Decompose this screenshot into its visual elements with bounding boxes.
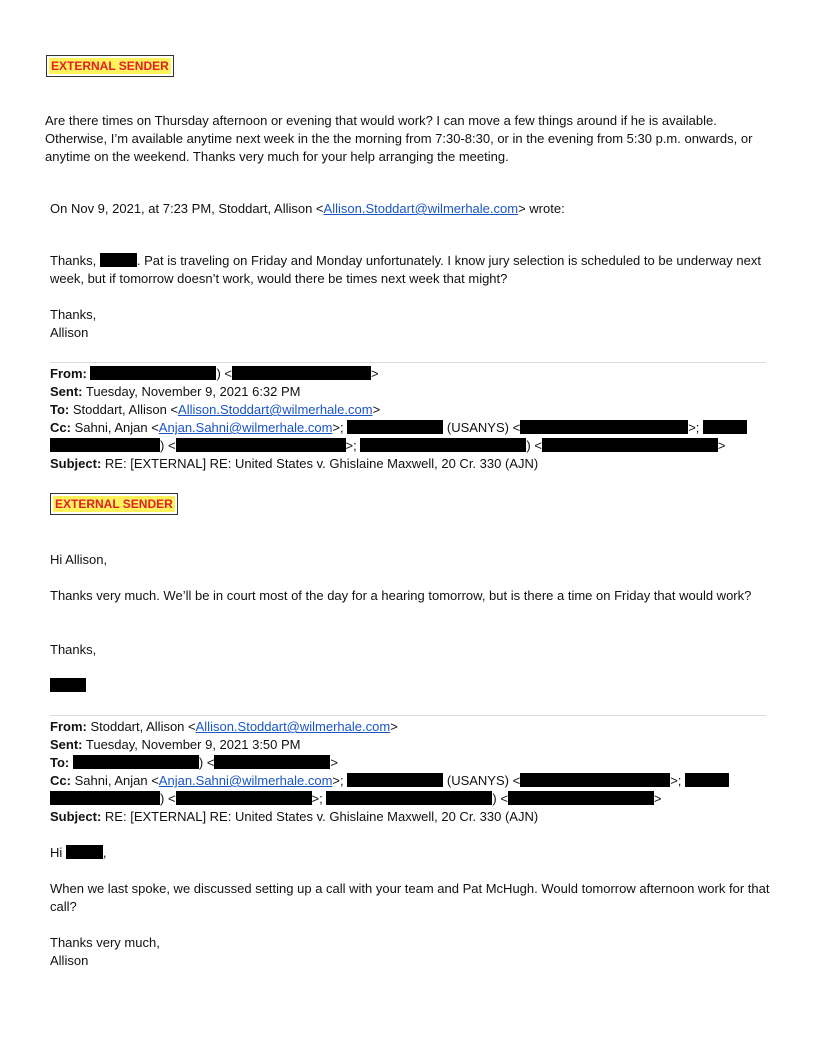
redaction bbox=[685, 773, 729, 787]
redaction bbox=[347, 773, 443, 787]
redaction bbox=[90, 366, 216, 380]
from-line: From: ) < > bbox=[50, 366, 379, 381]
sent-line: Sent: Tuesday, November 9, 2021 6:32 PM bbox=[50, 384, 301, 399]
redaction bbox=[508, 791, 654, 805]
cc-line-continued: ) < >; ) < > bbox=[50, 437, 726, 455]
subject-line: Subject: RE: [EXTERNAL] RE: United States v. Ghislaine Maxwell, 20 Cr. 330 (AJN) bbox=[50, 456, 539, 471]
cc-line: Cc: Sahni, Anjan <Anjan.Sahni@wilmerhale.com>; (USANYS) < >; bbox=[50, 772, 729, 790]
divider bbox=[50, 715, 766, 716]
redaction bbox=[50, 791, 160, 805]
redaction bbox=[100, 253, 137, 267]
email-link[interactable]: Allison.Stoddart@wilmerhale.com bbox=[323, 201, 519, 216]
redaction bbox=[347, 420, 443, 434]
external-sender-banner bbox=[50, 493, 178, 515]
divider bbox=[50, 362, 766, 363]
redaction bbox=[50, 438, 160, 452]
closing: Thanks very much, bbox=[50, 935, 160, 950]
redaction bbox=[73, 755, 199, 769]
sent-line: Sent: Tuesday, November 9, 2021 3:50 PM bbox=[50, 737, 301, 752]
greeting: Hi , bbox=[50, 845, 107, 860]
greeting: Hi Allison, bbox=[50, 552, 108, 567]
email-link[interactable]: Allison.Stoddart@wilmerhale.com bbox=[178, 402, 373, 417]
message-body: Thanks very much. We’ll be in court most of the day for a hearing tomorrow, but is there a time on Friday that would work? bbox=[50, 588, 752, 603]
to-line: To: ) < > bbox=[50, 755, 339, 770]
message-body: Thanks, . Pat is traveling on Friday and Monday unfortunately. I know jury selection is scheduled to be underway next week, but if tomorrow doesn’t work, would there be times next week that might? bbox=[50, 253, 761, 286]
signature: Allison bbox=[50, 953, 89, 968]
cc-line-continued: ) < >; ) < > bbox=[50, 790, 662, 808]
redaction bbox=[326, 791, 492, 805]
top-reply-body: Are there times on Thursday afternoon or evening that would work? I can move a few things around if he is available. Otherwise, I’m available anytime next week in the the morning from 7:30-8:30, or in the evening from 5:30 p.m. onwards, or anytime on the weekend. Thanks very much for your help arranging the meeting. bbox=[45, 113, 753, 164]
redaction bbox=[176, 791, 312, 805]
message-body: When we last spoke, we discussed setting up a call with your team and Pat McHugh. Would tomorrow afternoon work for that call? bbox=[50, 881, 770, 914]
redaction bbox=[50, 678, 86, 692]
redaction bbox=[214, 755, 330, 769]
redaction bbox=[703, 420, 747, 434]
from-line: From: Stoddart, Allison <Allison.Stoddart@wilmerhale.com> bbox=[50, 719, 398, 734]
signature-redaction bbox=[50, 677, 86, 695]
redaction bbox=[520, 773, 670, 787]
external-sender-label: EXTERNAL SENDER bbox=[55, 497, 173, 511]
email-link[interactable]: Anjan.Sahni@wilmerhale.com bbox=[158, 420, 333, 435]
redaction bbox=[66, 845, 103, 859]
redaction bbox=[176, 438, 346, 452]
quoted-header: On Nov 9, 2021, at 7:23 PM, Stoddart, Allison <Allison.Stoddart@wilmerhale.com> wrote: bbox=[50, 201, 565, 216]
email-link[interactable]: Allison.Stoddart@wilmerhale.com bbox=[195, 719, 391, 734]
redaction bbox=[542, 438, 718, 452]
redaction bbox=[232, 366, 371, 380]
external-sender-label: EXTERNAL SENDER bbox=[51, 59, 169, 73]
subject-line: Subject: RE: [EXTERNAL] RE: United States v. Ghislaine Maxwell, 20 Cr. 330 (AJN) bbox=[50, 809, 539, 824]
external-sender-banner bbox=[46, 55, 174, 77]
closing: Thanks, bbox=[50, 307, 97, 322]
cc-line: Cc: Sahni, Anjan <Anjan.Sahni@wilmerhale.com>; (USANYS) < >; bbox=[50, 419, 747, 437]
redaction bbox=[360, 438, 526, 452]
redaction bbox=[520, 420, 688, 434]
closing: Thanks, bbox=[50, 642, 97, 657]
signature: Allison bbox=[50, 325, 89, 340]
to-line: To: Stoddart, Allison <Allison.Stoddart@wilmerhale.com> bbox=[50, 402, 381, 417]
email-link[interactable]: Anjan.Sahni@wilmerhale.com bbox=[158, 773, 333, 788]
